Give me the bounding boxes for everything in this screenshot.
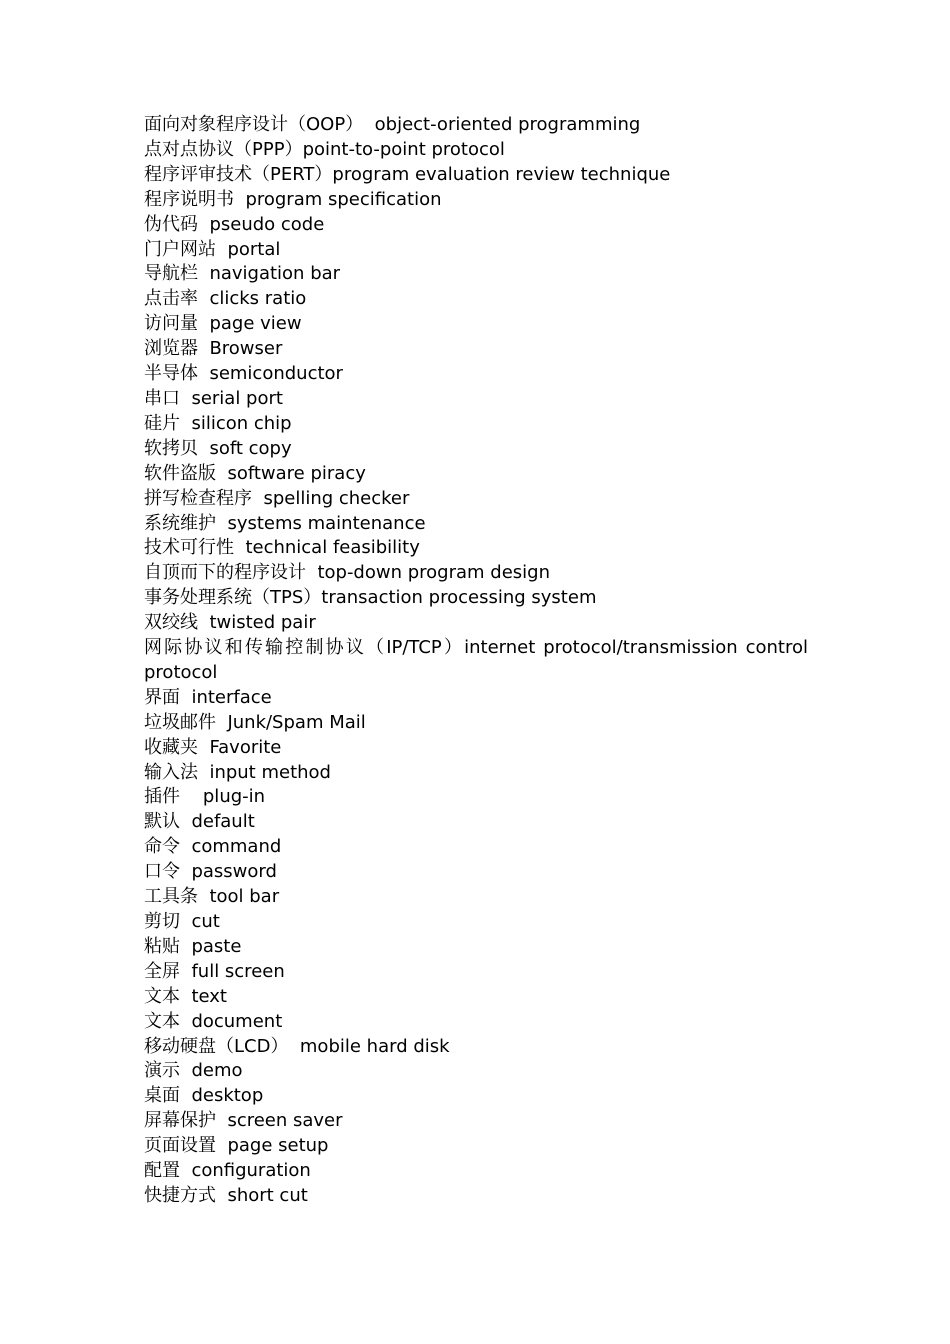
glossary-line: 点击率 clicks ratio xyxy=(144,288,307,310)
glossary-line: 文本 text xyxy=(144,985,227,1007)
glossary-line: 门户网站 portal xyxy=(144,238,281,260)
glossary-line: 输入法 input method xyxy=(144,761,331,783)
glossary-line: 硅片 silicon chip xyxy=(144,412,292,434)
glossary-line: 事务处理系统（TPS）transaction processing system xyxy=(144,587,597,609)
glossary-line: 点对点协议（PPP）point-to-point protocol xyxy=(144,138,505,160)
glossary-line: 浏览器 Browser xyxy=(144,338,283,360)
glossary-line: 界面 interface xyxy=(144,686,272,708)
glossary-line: 半导体 semiconductor xyxy=(144,363,343,385)
glossary-line: 拼写检查程序 spelling checker xyxy=(144,487,410,509)
glossary-line: 插件 plug-in xyxy=(144,786,266,808)
glossary-line: 网际协议和传输控制协议（IP/TCP）internet protocol/transmission control xyxy=(144,637,808,659)
glossary-line: 演示 demo xyxy=(144,1060,243,1082)
glossary-line: 系统维护 systems maintenance xyxy=(144,512,426,534)
glossary-line: 软拷贝 soft copy xyxy=(144,437,292,459)
glossary-line: 命令 command xyxy=(144,836,282,858)
glossary-list xyxy=(144,113,808,1209)
glossary-line-continuation: protocol xyxy=(144,661,218,683)
glossary-line: 伪代码 pseudo code xyxy=(144,213,325,235)
glossary-line: 访问量 page view xyxy=(144,313,302,335)
glossary-line: 快捷方式 short cut xyxy=(144,1184,308,1206)
glossary-line: 粘贴 paste xyxy=(144,935,242,957)
glossary-line: 配置 configuration xyxy=(144,1160,311,1182)
glossary-line: 程序评审技术（PERT）program evaluation review technique xyxy=(144,163,671,185)
glossary-line: 文本 document xyxy=(144,1010,283,1032)
glossary-line: 自顶而下的程序设计 top-down program design xyxy=(144,562,550,584)
glossary-line: 屏幕保护 screen saver xyxy=(144,1110,343,1132)
glossary-line: 页面设置 page setup xyxy=(144,1135,329,1157)
glossary-line: 面向对象程序设计（OOP） object-oriented programming xyxy=(144,114,641,135)
glossary-line: 桌面 desktop xyxy=(144,1085,264,1107)
glossary-line: 收藏夹 Favorite xyxy=(144,736,282,758)
glossary-line: 全屏 full screen xyxy=(144,960,285,982)
glossary-line: 移动硬盘（LCD） mobile hard disk xyxy=(144,1035,450,1057)
glossary-line: 程序说明书 program specification xyxy=(144,188,442,210)
glossary-line: 默认 default xyxy=(144,811,255,833)
glossary-line: 双绞线 twisted pair xyxy=(144,612,316,634)
glossary-line: 串口 serial port xyxy=(144,387,283,409)
glossary-line: 剪切 cut xyxy=(144,911,220,932)
glossary-line: 技术可行性 technical feasibility xyxy=(144,537,420,559)
glossary-line: 软件盗版 software piracy xyxy=(144,462,366,484)
glossary-line: 垃圾邮件 Junk/Spam Mail xyxy=(144,711,366,733)
glossary-line: 工具条 tool bar xyxy=(144,886,280,908)
glossary-line: 导航栏 navigation bar xyxy=(144,263,341,285)
glossary-line: 口令 password xyxy=(144,861,277,883)
